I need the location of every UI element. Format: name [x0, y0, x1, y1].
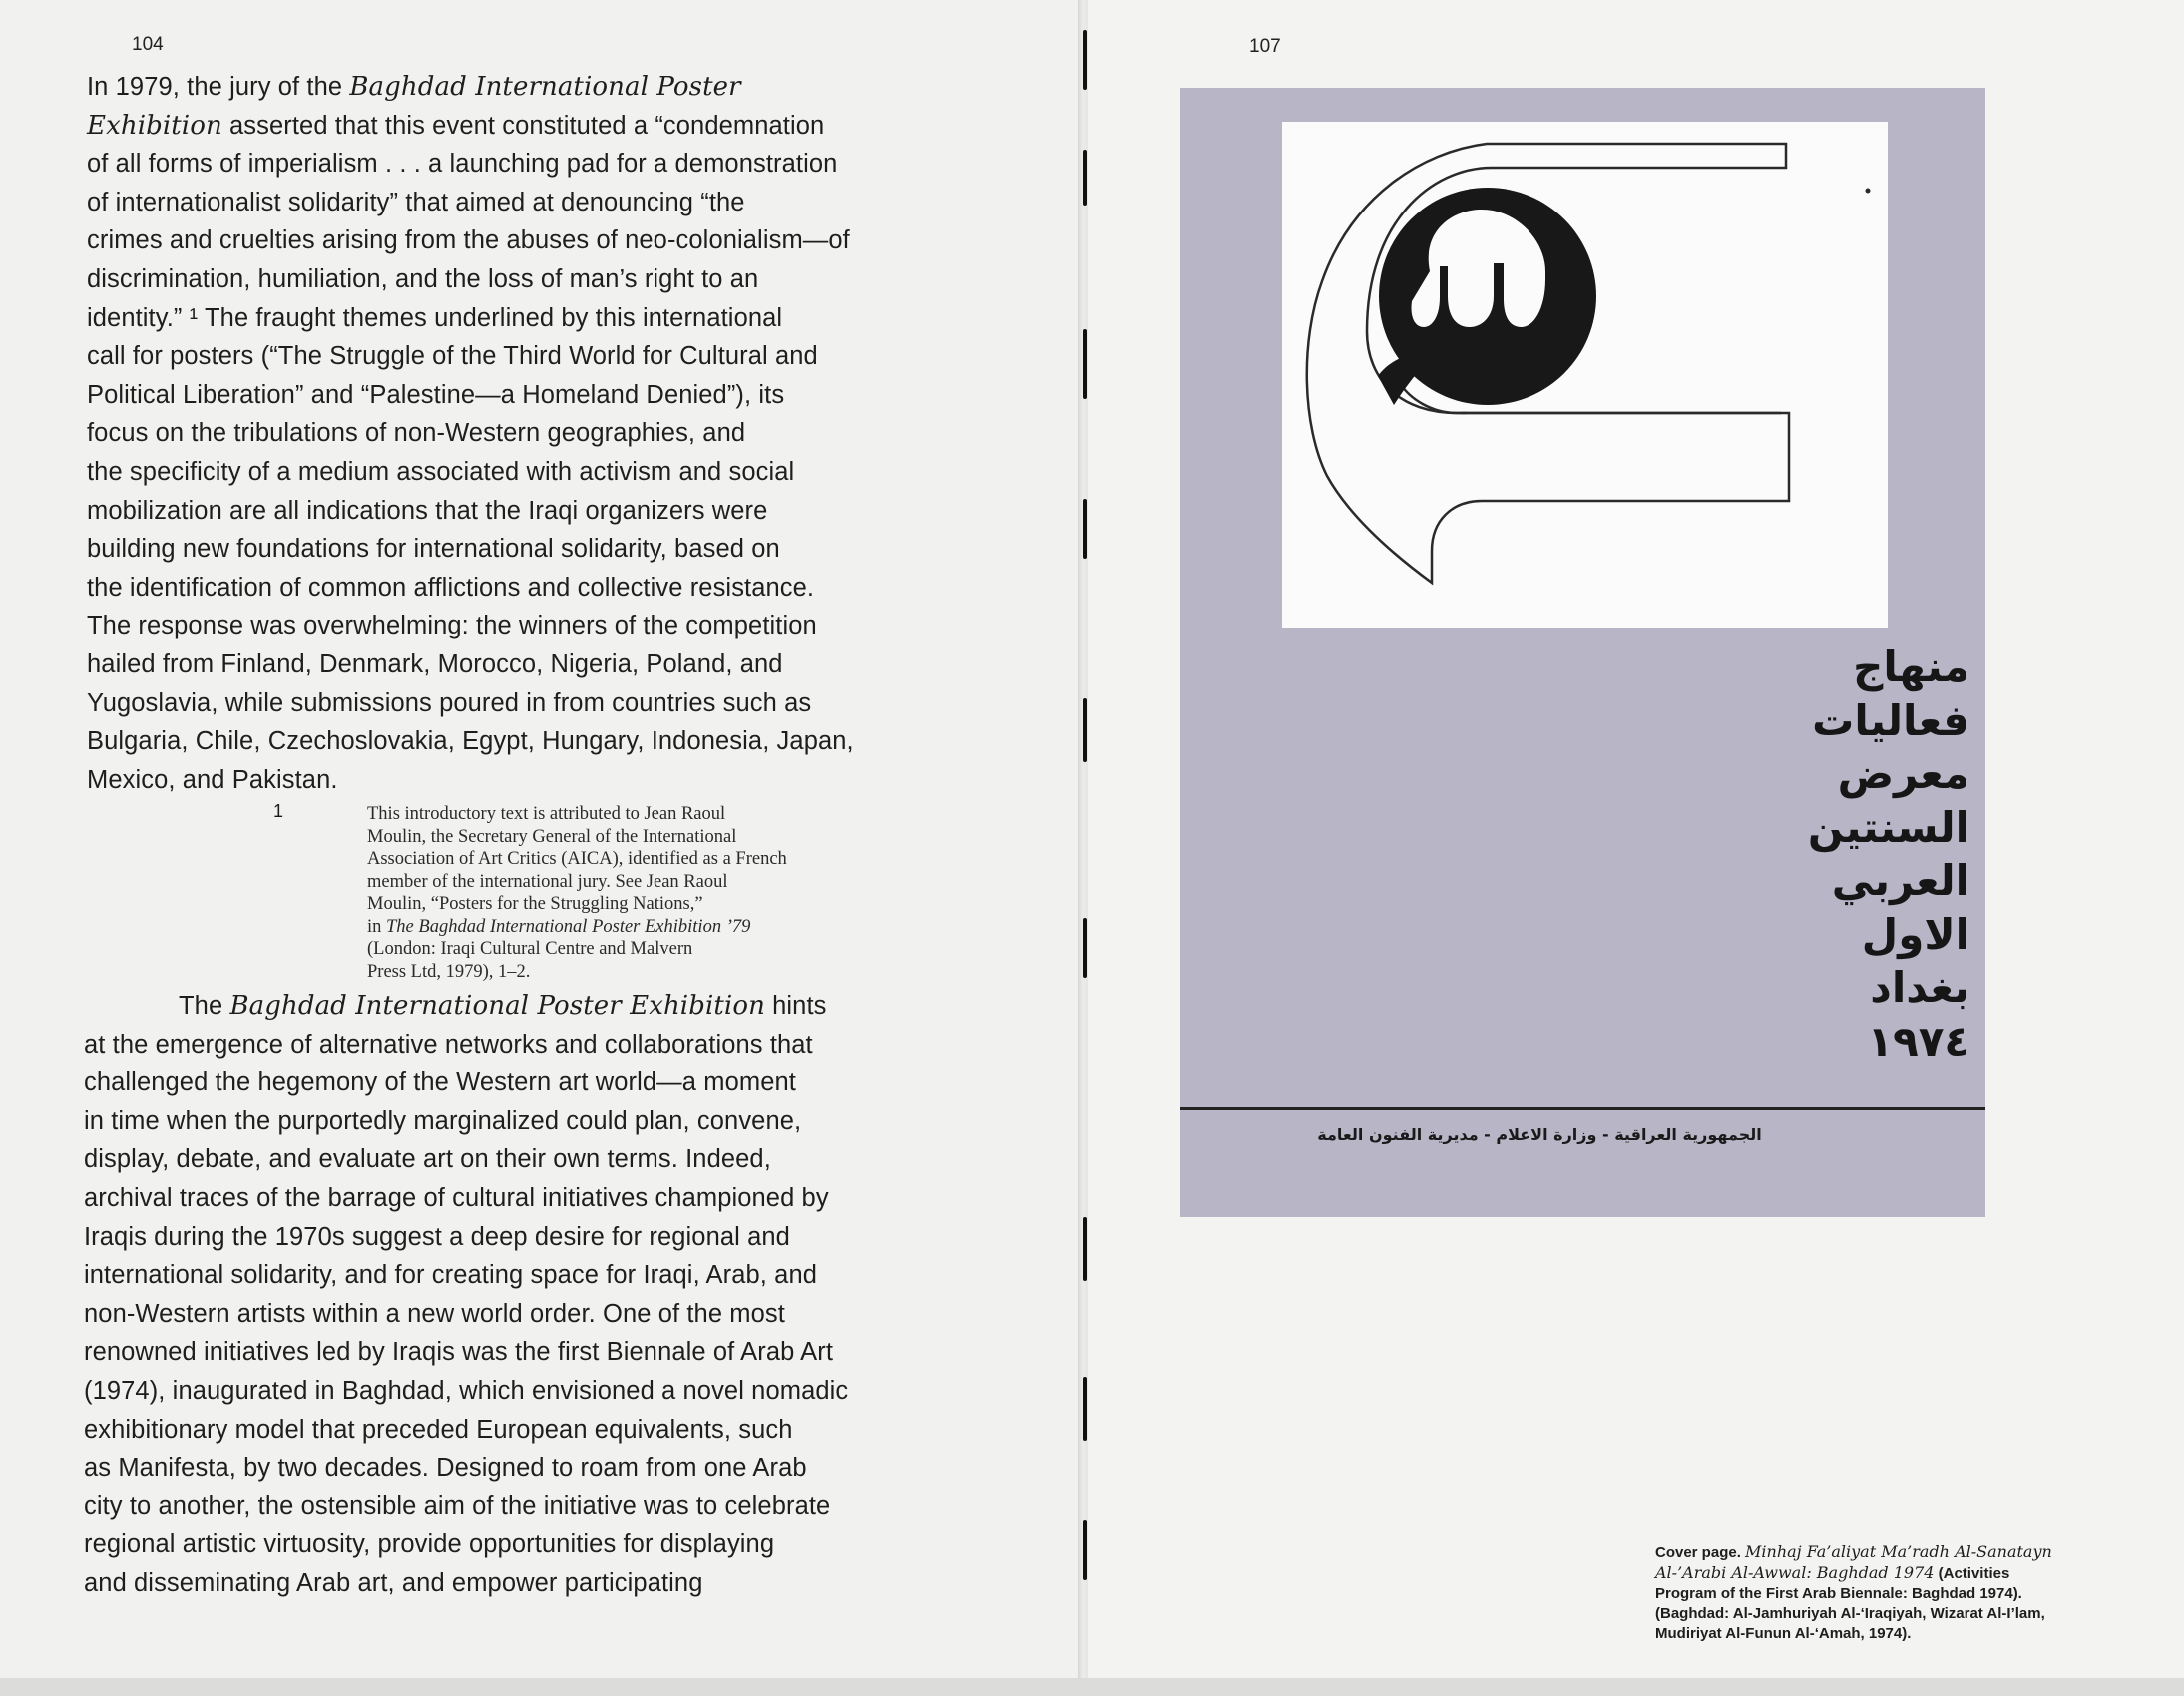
binding-stitch: [1083, 1520, 1087, 1580]
poster-title-line: السنتين: [1807, 802, 1969, 852]
text-line: [84, 1218, 848, 1257]
footnote-number: 1: [273, 801, 284, 821]
text-line: [84, 1063, 848, 1102]
text-line: [87, 607, 854, 645]
text-run: Bulgaria, Chile, Czechoslovakia, Egypt, Hungary, Indonesia, Japan,: [87, 727, 854, 756]
body-paragraph-1: [87, 68, 854, 799]
text-run: focus on the tribulations of non-Western geographies, and: [87, 419, 746, 448]
text-line: [87, 453, 854, 492]
text-run: asserted that this event constituted a “condemnation: [221, 111, 825, 140]
text-line: [87, 530, 854, 569]
binding-stitch: [1083, 918, 1087, 978]
text-line: [87, 145, 854, 184]
text-line: [87, 645, 854, 684]
text-line: [367, 871, 787, 894]
text-line: [87, 337, 854, 376]
text-line: [84, 1411, 848, 1450]
text-line: [84, 987, 848, 1026]
italic-title: Baghdad International Poster Exhibition: [229, 991, 765, 1021]
text-run: (1974), inaugurated in Baghdad, which envisioned a novel nomadic: [84, 1376, 849, 1405]
text-run: (Baghdad: Al-Jamhuriyah Al-‘Iraqiyah, Wizarat Al-I’lam,: [1655, 1605, 2045, 1622]
page-edge: [0, 1678, 2184, 1696]
poster-title-line: العربي: [1831, 856, 1969, 905]
text-run: as Manifesta, by two decades. Designed to roam from one Arab: [84, 1454, 807, 1483]
italic-title: Al-’Arabi Al-Awwal: Baghdad 1974: [1655, 1563, 1935, 1582]
text-line: [367, 961, 787, 984]
text-run: hailed from Finland, Denmark, Morocco, Nigeria, Poland, and: [87, 649, 783, 678]
text-line: [87, 184, 854, 222]
text-line: [87, 221, 854, 260]
poster-title-line: منهاج: [1853, 642, 1969, 691]
text-run: of all forms of imperialism . . . a launching pad for a demonstration: [87, 150, 838, 179]
text-run: The response was overwhelming: the winners of the competition: [87, 612, 817, 640]
text-run: member of the international jury. See Jean Raoul: [367, 871, 728, 892]
text-run: exhibitionary model that preceded European equivalents, such: [84, 1415, 793, 1444]
italic-title: Exhibition: [87, 110, 222, 141]
text-run: Association of Art Critics (AICA), identified as a French: [367, 849, 787, 869]
footnote-text: [367, 803, 787, 983]
binding-stitch: [1083, 150, 1087, 206]
text-line: [87, 414, 854, 453]
text-run: in time when the purportedly marginalized could plan, convene,: [84, 1106, 802, 1135]
poster-title-line: بغداد: [1870, 963, 1969, 1012]
text-line: [84, 1256, 848, 1295]
text-line: [84, 1487, 848, 1526]
italic-title: The Baghdad International Poster Exhibition ’79: [386, 916, 751, 937]
poster-divider: [1180, 1107, 1985, 1110]
text-line: [84, 1564, 848, 1603]
text-run: at the emergence of alternative networks and collaborations that: [84, 1030, 813, 1059]
poster-title-line: معرض: [1837, 749, 1969, 798]
text-line: [367, 916, 787, 939]
text-line: [84, 1140, 848, 1179]
text-run: In 1979, the jury of the: [87, 73, 350, 101]
text-run: Program of the First Arab Biennale: Baghdad 1974).: [1655, 1585, 2022, 1602]
text-line: [84, 1333, 848, 1372]
page-number: 104: [132, 34, 164, 55]
text-run: Political Liberation” and “Palestine—a Homeland Denied”), its: [87, 380, 785, 409]
binding-stitch: [1083, 1217, 1087, 1281]
text-line: [87, 376, 854, 415]
text-line: [87, 722, 854, 761]
text-run: Press Ltd, 1979), 1–2.: [367, 961, 531, 982]
text-line: [87, 761, 854, 800]
text-run: The: [179, 992, 230, 1020]
text-run: call for posters (“The Struggle of the Third World for Cultural and: [87, 342, 818, 371]
text-run: Moulin, “Posters for the Struggling Nations,”: [367, 894, 703, 914]
text-run: (Activities: [1934, 1565, 2010, 1582]
text-run: in: [367, 916, 387, 937]
binding-stitch: [1083, 329, 1087, 399]
poster-publisher-line: الجمهورية العراقية - وزارة الاعلام - مديرية الفنون العامة: [1317, 1125, 1762, 1144]
text-line: [1655, 1584, 2134, 1604]
text-run: This introductory text is attributed to Jean Raoul: [367, 804, 726, 824]
text-line: [87, 569, 854, 608]
text-run: Cover page.: [1655, 1544, 1746, 1561]
text-run: (London: Iraqi Cultural Centre and Malvern: [367, 939, 693, 959]
text-run: identity.” ¹ The fraught themes underlined by this international: [87, 303, 783, 332]
text-line: [367, 826, 787, 849]
text-line: [367, 803, 787, 826]
italic-title: Minhaj Fa’aliyat Ma’radh Al-Sanatayn: [1745, 1542, 2052, 1561]
text-line: [84, 1026, 848, 1064]
text-run: display, debate, and evaluate art on their own terms. Indeed,: [84, 1145, 771, 1174]
binding-stitch: [1083, 1377, 1087, 1441]
text-line: [1655, 1563, 2134, 1584]
text-line: [84, 1179, 848, 1218]
text-run: city to another, the ostensible aim of the initiative was to celebrate: [84, 1491, 831, 1520]
poster-title-line: ١٩٧٤: [1867, 1016, 1969, 1065]
text-run: international solidarity, and for creating space for Iraqi, Arab, and: [84, 1261, 818, 1290]
binding-stitch: [1083, 30, 1087, 90]
page-number: 107: [1249, 36, 1281, 57]
poster-arabic-title: [1670, 640, 1969, 1067]
image-caption: [1655, 1542, 2134, 1644]
left-page: [0, 0, 1080, 1678]
text-run: of internationalist solidarity” that aimed at denouncing “the: [87, 188, 745, 216]
text-run: the identification of common afflictions and collective resistance.: [87, 573, 815, 602]
text-run: Iraqis during the 1970s suggest a deep desire for regional and: [84, 1222, 790, 1251]
text-run: discrimination, humiliation, and the loss of man’s right to an: [87, 264, 759, 293]
text-line: [367, 938, 787, 961]
text-line: [84, 1372, 848, 1411]
text-run: regional artistic virtuosity, provide opportunities for displaying: [84, 1530, 775, 1559]
text-run: crimes and cruelties arising from the abuses of neo-colonialism—of: [87, 226, 850, 255]
text-run: building new foundations for international solidarity, based on: [87, 535, 780, 564]
text-line: [1655, 1604, 2134, 1624]
text-run: renowned initiatives led by Iraqis was the first Biennale of Arab Art: [84, 1338, 834, 1367]
text-line: [1655, 1624, 2134, 1644]
text-run: Mexico, and Pakistan.: [87, 765, 338, 794]
text-run: Moulin, the Secretary General of the International: [367, 826, 737, 847]
text-run: non-Western artists within a new world order. One of the most: [84, 1299, 785, 1328]
text-run: archival traces of the barrage of cultural initiatives championed by: [84, 1183, 829, 1212]
text-line: [367, 893, 787, 916]
italic-title: Baghdad International Poster: [349, 72, 741, 102]
text-line: [84, 1102, 848, 1141]
text-run: Mudiriyat Al-Funun Al-‘Amah, 1974).: [1655, 1625, 1912, 1642]
text-run: hints: [764, 992, 827, 1020]
text-line: [87, 299, 854, 338]
text-line: [84, 1295, 848, 1334]
biennale-cover-image: [1180, 88, 1985, 1217]
poster-title-line: الاول: [1861, 909, 1969, 959]
text-line: [1655, 1542, 2134, 1563]
text-line: [87, 492, 854, 531]
text-line: [87, 260, 854, 299]
binding-stitch: [1083, 499, 1087, 559]
text-run: mobilization are all indications that the Iraqi organizers were: [87, 496, 768, 525]
text-run: Yugoslavia, while submissions poured in from countries such as: [87, 688, 812, 717]
text-line: [87, 107, 854, 146]
poster-logo-panel: [1282, 122, 1888, 628]
text-run: and disseminating Arab art, and empower participating: [84, 1568, 703, 1597]
text-line: [367, 848, 787, 871]
poster-title-line: فعاليات: [1812, 695, 1969, 745]
speech-bubble-letter-logo-icon: [1282, 122, 1888, 628]
body-paragraph-2: [84, 987, 848, 1603]
text-run: the specificity of a medium associated with activism and social: [87, 457, 795, 486]
text-line: [87, 684, 854, 723]
binding-stitch: [1083, 698, 1087, 762]
text-run: challenged the hegemony of the Western art world—a moment: [84, 1068, 796, 1097]
text-line: [84, 1525, 848, 1564]
text-line: [87, 68, 854, 107]
text-line: [84, 1449, 848, 1487]
